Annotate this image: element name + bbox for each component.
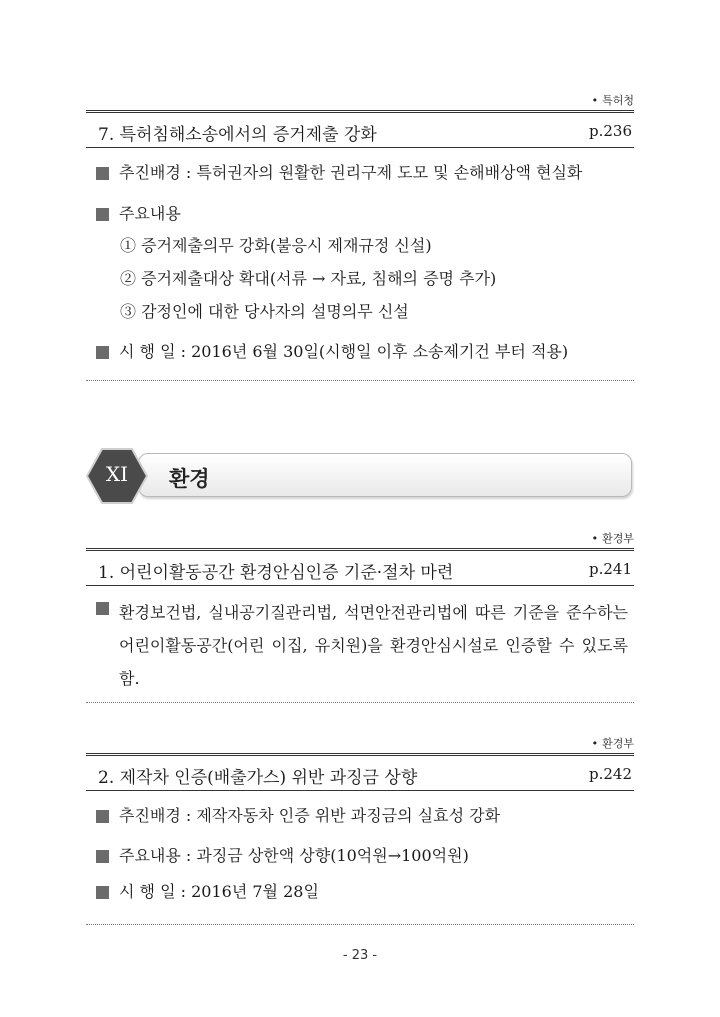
item-header bbox=[86, 548, 634, 586]
item-title: 7. 특허침해소송에서의 증거제출 강화 bbox=[98, 125, 377, 145]
page-reference: p.241 bbox=[588, 560, 632, 578]
item-title: 2. 제작차 인증(배출가스) 위반 과징금 상향 bbox=[98, 768, 418, 788]
square-bullet-icon bbox=[96, 208, 109, 221]
agency-label: • 환경부 bbox=[591, 737, 634, 750]
square-bullet-icon bbox=[96, 850, 109, 863]
background-line bbox=[96, 804, 500, 828]
content-label-line bbox=[96, 202, 181, 226]
square-bullet-icon bbox=[96, 602, 109, 615]
body-paragraph bbox=[96, 596, 628, 695]
list-item: ③ 감정인에 대한 당사자의 설명의무 신설 bbox=[120, 302, 409, 321]
divider bbox=[86, 702, 634, 703]
body-text: 환경보건법, 실내공기질관리법, 석면안전관리법에 따른 기준을 준수하는 어린이활동공간(어린 이집, 유치원)을 환경안심시설로 인증할 수 있도록 함. bbox=[119, 603, 628, 688]
effective-date-line bbox=[96, 340, 568, 364]
effective-date-text: 시 행 일 : 2016년 7월 28일 bbox=[119, 882, 319, 901]
item-title: 1. 어린이활동공간 환경안심인증 기준·절차 마련 bbox=[98, 563, 454, 583]
list-item: ② 증거제출대상 확대(서류 → 자료, 침해의 증명 추가) bbox=[120, 269, 497, 288]
divider bbox=[86, 924, 634, 925]
divider bbox=[86, 380, 634, 381]
content-text: 주요내용 : 과징금 상한액 상향(10억원→100억원) bbox=[119, 846, 469, 865]
page-number: - 23 - bbox=[342, 948, 378, 963]
background-text: 추진배경 : 특허권자의 원활한 권리구제 도모 및 손해배상액 현실화 bbox=[119, 163, 583, 182]
item-header bbox=[86, 110, 634, 148]
square-bullet-icon bbox=[96, 886, 109, 899]
background-text: 추진배경 : 제작자동차 인증 위반 과징금의 실효성 강화 bbox=[119, 806, 501, 825]
content-label: 주요내용 bbox=[119, 204, 181, 223]
square-bullet-icon bbox=[96, 810, 109, 823]
page-reference: p.242 bbox=[588, 765, 632, 783]
content-line bbox=[96, 844, 469, 868]
agency-label: • 환경부 bbox=[591, 532, 634, 545]
square-bullet-icon bbox=[96, 346, 109, 359]
square-bullet-icon bbox=[96, 167, 109, 180]
effective-date-text: 시 행 일 : 2016년 6월 30일(시행일 이후 소송제기건 부터 적용) bbox=[119, 342, 569, 361]
section-title-bar bbox=[138, 453, 632, 497]
section-numeral: XI bbox=[105, 462, 129, 486]
section-title: 환경 bbox=[169, 467, 210, 491]
effective-date-line bbox=[96, 880, 319, 904]
section-header bbox=[86, 447, 636, 507]
page-reference: p.236 bbox=[588, 122, 632, 140]
item-header bbox=[86, 753, 634, 791]
agency-label: • 특허청 bbox=[591, 94, 634, 107]
background-line bbox=[96, 161, 582, 185]
list-item: ① 증거제출의무 강화(불응시 제재규정 신설) bbox=[120, 236, 432, 255]
